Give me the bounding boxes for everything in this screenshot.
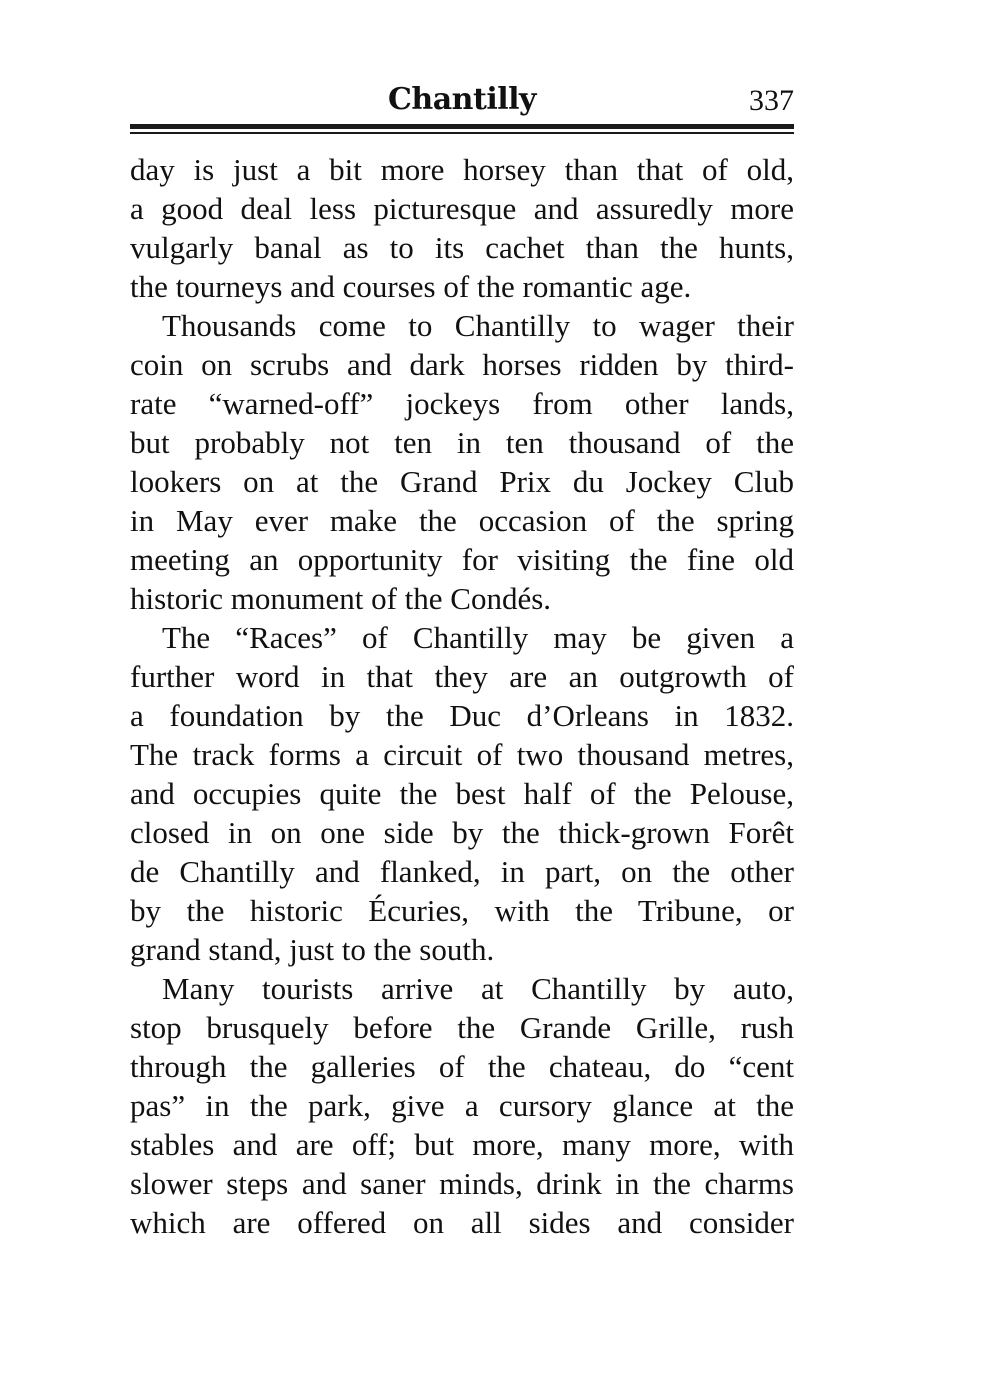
- text-line: further word in that they are an outgrowth of: [130, 659, 794, 694]
- text-line: The track forms a circuit of two thousand metres,: [130, 737, 794, 772]
- text-line: coin on scrubs and dark horses ridden by third-: [130, 347, 794, 382]
- text-line: day is just a bit more horsey than that of old,: [130, 152, 794, 187]
- header-rule-thin: [130, 132, 794, 134]
- text-line: rate “warned-off” jockeys from other lands,: [130, 386, 794, 421]
- text-line: the tourneys and courses of the romantic age.: [130, 269, 692, 304]
- header-rule-thick: [130, 124, 794, 129]
- text-line: slower steps and saner minds, drink in the charms: [130, 1166, 794, 1201]
- text-line: grand stand, just to the south.: [130, 932, 495, 967]
- text-line: stop brusquely before the Grande Grille, rush: [130, 1010, 794, 1045]
- text-line: stables and are off; but more, many more, with: [130, 1127, 794, 1162]
- text-line: closed in on one side by the thick-grown Forêt: [130, 815, 794, 850]
- text-line: lookers on at the Grand Prix du Jockey Club: [130, 464, 794, 499]
- text-line: meeting an opportunity for visiting the fine old: [130, 542, 794, 577]
- text-line: The “Races” of Chantilly may be given a: [162, 620, 794, 655]
- running-head: [130, 78, 794, 122]
- chapter-title: Chantilly: [388, 82, 536, 117]
- body-text: [130, 150, 794, 1242]
- text-line: in May ever make the occasion of the spring: [130, 503, 794, 538]
- text-line: pas” in the park, give a cursory glance at the: [130, 1088, 794, 1123]
- text-line: a good deal less picturesque and assuredly more: [130, 191, 794, 226]
- text-line: and occupies quite the best half of the Pelouse,: [130, 776, 794, 811]
- text-line: through the galleries of the chateau, do “cent: [130, 1049, 794, 1084]
- text-line: Thousands come to Chantilly to wager their: [162, 308, 794, 343]
- text-line: which are offered on all sides and consider: [130, 1205, 794, 1240]
- text-line: historic monument of the Condés.: [130, 581, 552, 616]
- text-line: a foundation by the Duc d’Orleans in 1832.: [130, 698, 794, 733]
- text-line: by the historic Écuries, with the Tribune, or: [130, 893, 794, 928]
- text-line: de Chantilly and flanked, in part, on the other: [130, 854, 794, 889]
- text-line: vulgarly banal as to its cachet than the hunts,: [130, 230, 794, 265]
- page-number: 337: [749, 84, 794, 117]
- text-line: Many tourists arrive at Chantilly by auto,: [162, 971, 794, 1006]
- text-line: but probably not ten in ten thousand of the: [130, 425, 794, 460]
